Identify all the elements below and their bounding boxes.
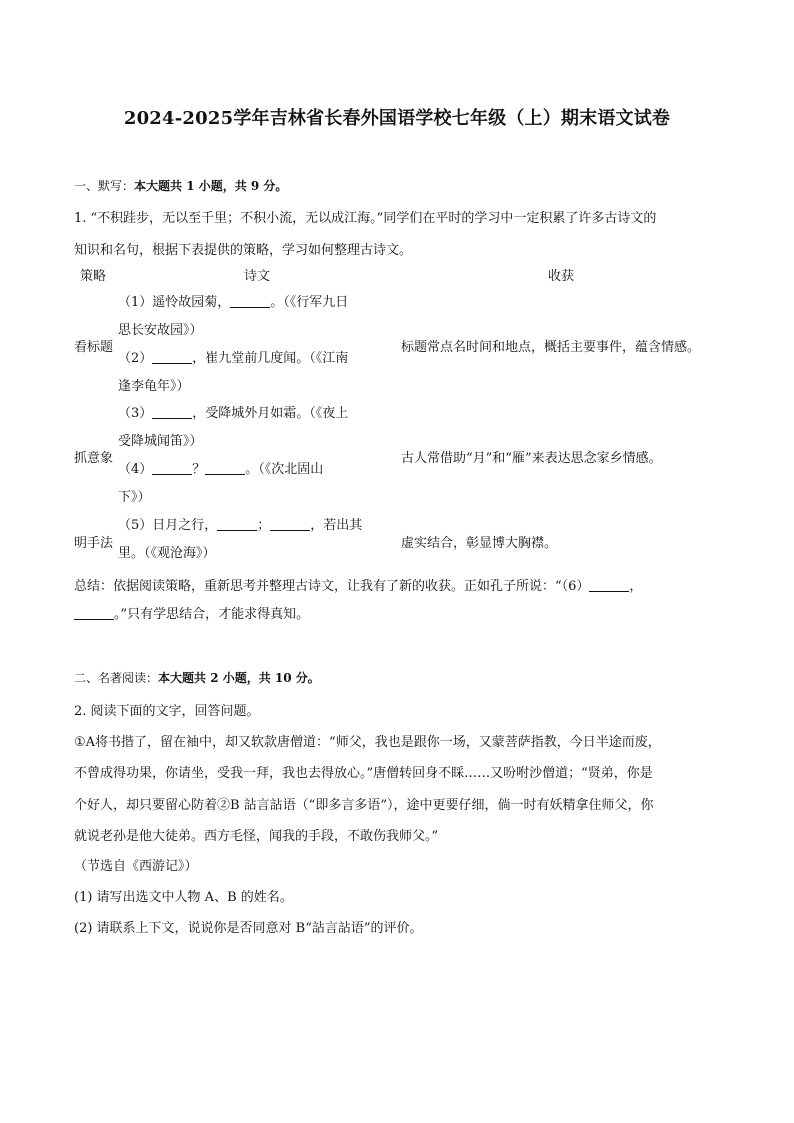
page-title: 2024-2025学年吉林省长春外国语学校七年级（上）期末语文试卷: [123, 108, 671, 129]
summary-text: ，: [629, 579, 643, 594]
q2-passage-line1: ①A将书揩了，留在袖中，却又软款唐僧道：“师父，我也是跟你一场，又蒙菩萨指教，今日半途而废，: [74, 735, 661, 750]
row1-poem-line2: [118, 317, 390, 345]
q2-passage-line2: 不曾成得功果，你请坐，受我一拜，我也去得放心。”唐僧转回身不睬……又吩咐沙僧道；“贤弟，你是: [74, 766, 653, 781]
poem-text: 。（《次北固山: [245, 462, 324, 477]
fill-blank[interactable]: [152, 417, 192, 419]
poem-text: ，若出其: [310, 518, 363, 533]
section1-heading-label: 一、默写：: [74, 179, 135, 193]
poem-text: ；: [257, 518, 271, 533]
section2-heading-info: 本大题共 2 小题，共 10 分。: [158, 671, 320, 685]
q2-source: （节选自《西游记》）: [74, 859, 198, 874]
table-header-gain: 收获: [548, 269, 575, 284]
section2-heading-label: 二、名著阅读：: [74, 671, 159, 685]
summary-text: 总结：依据阅读策略，重新思考并整理古诗文，让我有了新的收获。正如孔子所说：“（6）: [74, 579, 590, 594]
q1-line2: 知识和名句，根据下表提供的策略，学习如何整理古诗文。: [74, 243, 413, 258]
section1-heading: [74, 177, 722, 194]
q2-passage-line3: 个好人，却只要留心防着②B 詀言詀语（“即多言多语”），途中更要仔细，倘一时有妖精拿住师父，你: [74, 798, 654, 813]
row1-gain: 标题常点名时间和地点，概括主要事件，蕴含情感。: [401, 340, 701, 355]
poem-text: 。（《行军九日: [270, 295, 349, 310]
row2-poem-line1: [118, 400, 390, 428]
summary-line1: [74, 575, 722, 594]
row2-strategy: 抓意象: [74, 451, 114, 466]
row1-poem: [118, 289, 390, 401]
poem-text: 下》）: [118, 490, 151, 505]
fill-blank[interactable]: [152, 473, 192, 475]
row2-poem: [118, 400, 390, 512]
poem-text: （5）日月之行，: [118, 518, 218, 533]
poem-text: 逢李龟年》）: [118, 379, 190, 394]
row2-poem-line3: [118, 456, 390, 484]
row1-poem-line1: [118, 289, 390, 317]
poem-text: （1）遥怜故园菊，: [118, 295, 231, 310]
fill-blank[interactable]: [230, 306, 270, 308]
poem-text: ，受降城外月如霜。（《夜上: [192, 406, 349, 421]
row1-poem-line4: [118, 373, 390, 401]
poem-text: 思长安故园》）: [118, 323, 203, 338]
poem-text: ？: [192, 462, 206, 477]
table-header-strategy: 策略: [80, 269, 107, 284]
row1-strategy: 看标题: [74, 340, 114, 355]
poem-text: ，崔九堂前几度闻。（《江南: [192, 351, 349, 366]
poem-text: 里。（《观沧海》）: [118, 546, 216, 561]
summary-line2: [74, 603, 722, 622]
row3-strategy: 明手法: [74, 536, 114, 551]
poem-text: （4）: [118, 462, 153, 477]
q2-passage-line4: 就说老孙是他大徒弟。西方毛怪，闻我的手段，不敢伤我师父。”: [74, 829, 439, 844]
table-header-poem: 诗文: [244, 269, 271, 284]
row2-poem-line4: [118, 484, 390, 512]
section1-heading-info: 本大题共 1 小题，共 9 分。: [134, 179, 288, 193]
fill-blank[interactable]: [74, 618, 114, 620]
fill-blank[interactable]: [152, 362, 192, 364]
row3-gain: 虚实结合，彰显博大胸襟。: [401, 536, 558, 551]
fill-blank[interactable]: [217, 529, 257, 531]
poem-text: 受降城闻笛》）: [118, 434, 203, 449]
q2-subquestion-1: (1) 请写出选文中人物 A、B 的姓名。: [74, 890, 293, 905]
section2-heading: [74, 669, 722, 686]
fill-blank[interactable]: [270, 529, 310, 531]
q1-line1: 1. “不积跬步，无以至千里；不积小流，无以成江海。”同学们在平时的学习中一定积累了许多古诗文的: [74, 211, 657, 226]
poem-text: （2）: [118, 351, 153, 366]
q2-intro: 2. 阅读下面的文字，回答问题。: [74, 704, 260, 719]
row3-poem: [118, 512, 390, 568]
summary-text: 。”只有学思结合，才能求得真知。: [114, 607, 310, 622]
row2-gain: 古人常借助“月”和“雁”来表达思念家乡情感。: [401, 451, 662, 466]
row1-poem-line3: [118, 345, 390, 373]
row2-poem-line2: [118, 428, 390, 456]
poem-text: （3）: [118, 406, 153, 421]
row3-poem-line2: [118, 540, 390, 568]
q2-subquestion-2: (2) 请联系上下文，说说你是否同意对 B“詀言詀语”的评价。: [74, 921, 423, 936]
fill-blank[interactable]: [589, 590, 629, 592]
row3-poem-line1: [118, 512, 390, 540]
fill-blank[interactable]: [205, 473, 245, 475]
